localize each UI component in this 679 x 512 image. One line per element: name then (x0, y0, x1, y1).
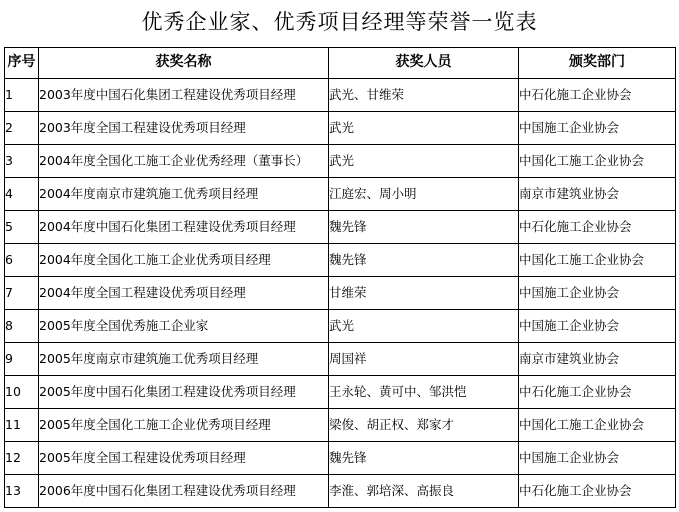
cell-department: 中国施工企业协会 (519, 310, 676, 343)
cell-department: 南京市建筑业协会 (519, 343, 676, 376)
column-header-no: 序号 (5, 48, 39, 79)
cell-award-name: 2004年度中国石化集团工程建设优秀项目经理 (39, 211, 329, 244)
cell-no: 9 (5, 343, 39, 376)
cell-department: 中国化工施工企业协会 (519, 145, 676, 178)
cell-award-name: 2005年度全国优秀施工企业家 (39, 310, 329, 343)
cell-no: 12 (5, 442, 39, 475)
cell-award-name: 2003年度中国石化集团工程建设优秀项目经理 (39, 79, 329, 112)
column-header-awardee: 获奖人员 (329, 48, 519, 79)
table-row (5, 310, 676, 343)
cell-award-name: 2004年度全国化工施工企业优秀经理（董事长） (39, 145, 329, 178)
column-header-department: 颁奖部门 (519, 48, 676, 79)
cell-awardee: 梁俊、胡正权、郑家才 (329, 409, 519, 442)
cell-awardee: 武光 (329, 112, 519, 145)
cell-no: 7 (5, 277, 39, 310)
cell-no: 13 (5, 475, 39, 508)
cell-department: 中国化工施工企业协会 (519, 409, 676, 442)
cell-department: 中国施工企业协会 (519, 442, 676, 475)
cell-awardee: 李淮、郭培深、高振良 (329, 475, 519, 508)
page-title: 优秀企业家、优秀项目经理等荣誉一览表 (141, 10, 538, 34)
cell-department: 中石化施工企业协会 (519, 211, 676, 244)
cell-awardee: 周国祥 (329, 343, 519, 376)
cell-no: 8 (5, 310, 39, 343)
table-row (5, 475, 676, 508)
table-header-row (5, 48, 676, 79)
cell-awardee: 魏先锋 (329, 442, 519, 475)
cell-department: 中国化工施工企业协会 (519, 244, 676, 277)
cell-no: 2 (5, 112, 39, 145)
cell-award-name: 2004年度全国化工施工企业优秀项目经理 (39, 244, 329, 277)
cell-award-name: 2005年度南京市建筑施工优秀项目经理 (39, 343, 329, 376)
cell-awardee: 武光 (329, 145, 519, 178)
cell-department: 中国施工企业协会 (519, 112, 676, 145)
table-row (5, 409, 676, 442)
cell-awardee: 魏先锋 (329, 211, 519, 244)
cell-awardee: 王永轮、黄可中、邹洪恺 (329, 376, 519, 409)
cell-award-name: 2004年度南京市建筑施工优秀项目经理 (39, 178, 329, 211)
cell-awardee: 江庭宏、周小明 (329, 178, 519, 211)
table-row (5, 178, 676, 211)
cell-award-name: 2003年度全国工程建设优秀项目经理 (39, 112, 329, 145)
cell-award-name: 2005年度中国石化集团工程建设优秀项目经理 (39, 376, 329, 409)
cell-no: 10 (5, 376, 39, 409)
table-row (5, 112, 676, 145)
cell-awardee: 武光 (329, 310, 519, 343)
cell-department: 中国施工企业协会 (519, 277, 676, 310)
cell-awardee: 甘维荣 (329, 277, 519, 310)
cell-department: 中石化施工企业协会 (519, 79, 676, 112)
cell-no: 1 (5, 79, 39, 112)
cell-department: 南京市建筑业协会 (519, 178, 676, 211)
table-row (5, 277, 676, 310)
honors-table (4, 47, 676, 508)
table-row (5, 79, 676, 112)
cell-awardee: 魏先锋 (329, 244, 519, 277)
cell-department: 中石化施工企业协会 (519, 376, 676, 409)
table-row (5, 343, 676, 376)
cell-award-name: 2005年度全国工程建设优秀项目经理 (39, 442, 329, 475)
cell-no: 11 (5, 409, 39, 442)
cell-award-name: 2004年度全国工程建设优秀项目经理 (39, 277, 329, 310)
cell-no: 5 (5, 211, 39, 244)
cell-no: 4 (5, 178, 39, 211)
cell-awardee: 武光、甘维荣 (329, 79, 519, 112)
table-row (5, 211, 676, 244)
column-header-award-name: 获奖名称 (39, 48, 329, 79)
table-body (5, 79, 676, 508)
table-row (5, 244, 676, 277)
cell-no: 6 (5, 244, 39, 277)
cell-department: 中石化施工企业协会 (519, 475, 676, 508)
table-header (5, 48, 676, 79)
cell-no: 3 (5, 145, 39, 178)
cell-award-name: 2006年度中国石化集团工程建设优秀项目经理 (39, 475, 329, 508)
table-row (5, 442, 676, 475)
table-row (5, 145, 676, 178)
table-row (5, 376, 676, 409)
cell-award-name: 2005年度全国化工施工企业优秀项目经理 (39, 409, 329, 442)
